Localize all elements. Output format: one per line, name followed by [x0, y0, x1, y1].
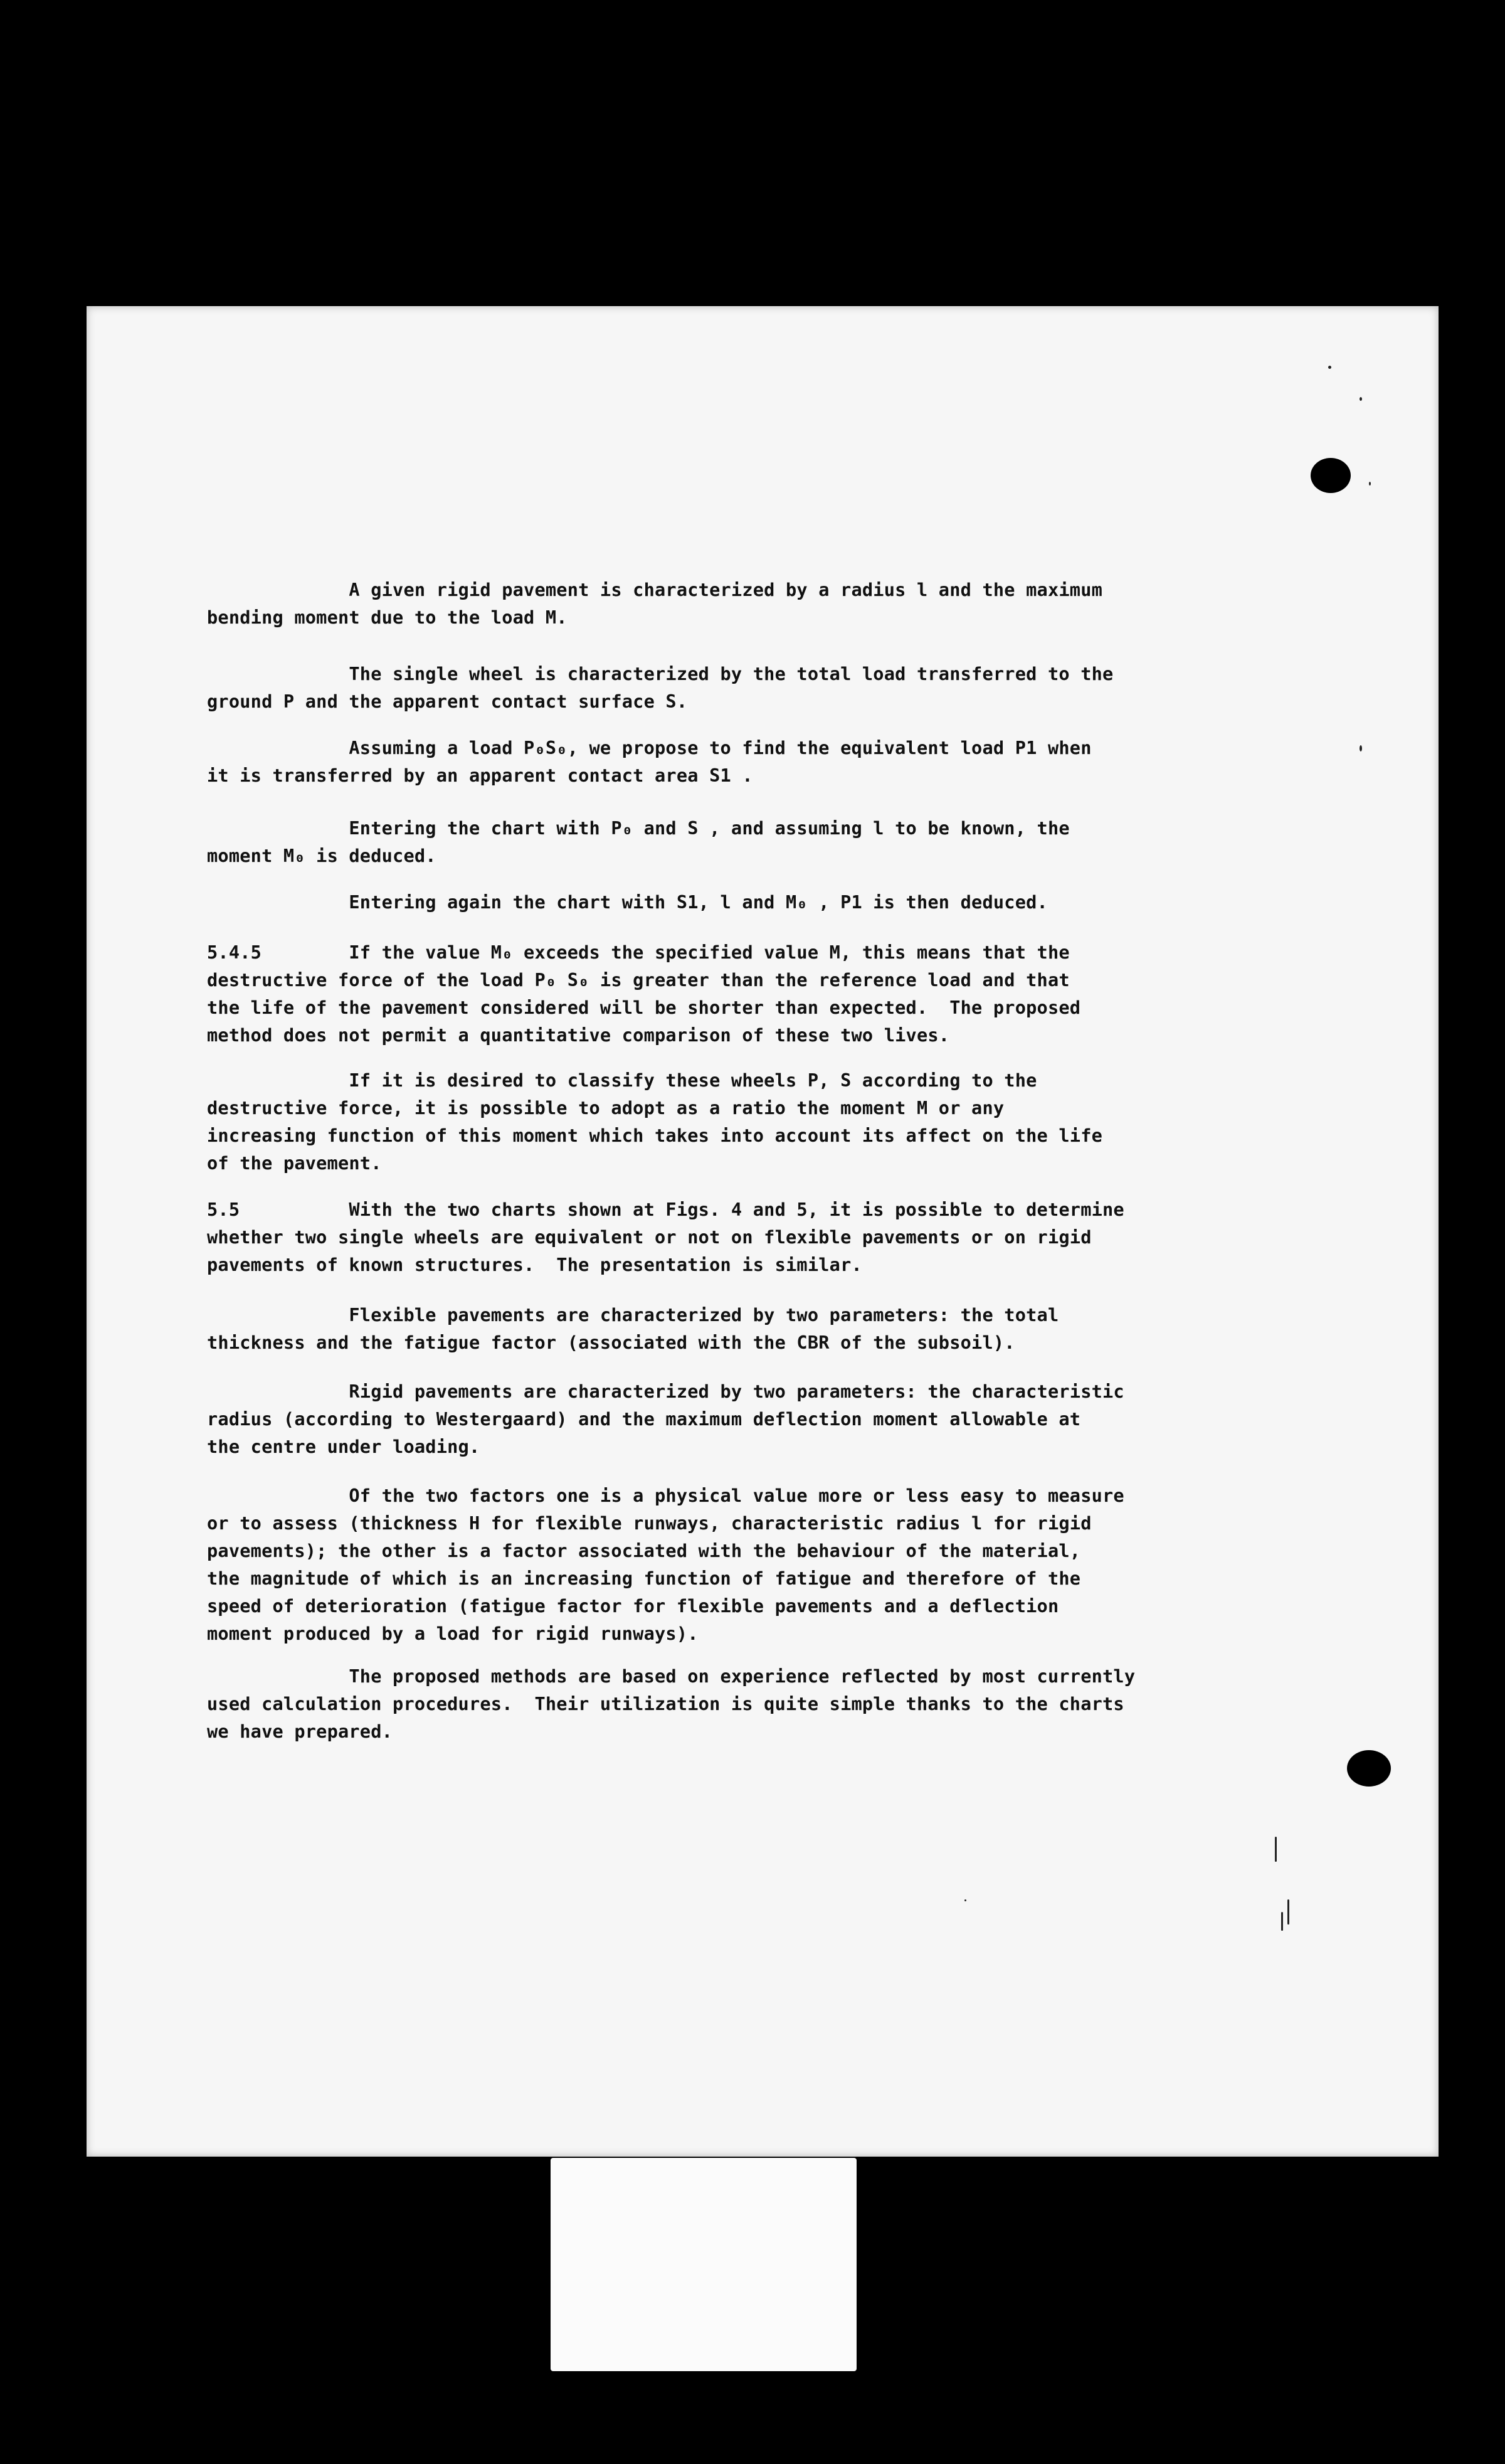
paragraph [207, 1482, 1311, 1647]
text-line: 5.4.5 If the value M₀ exceeds the specified value M, this means that the [207, 942, 1070, 963]
paragraph [207, 660, 1311, 715]
text-line: or to assess (thickness H for flexible runways, characteristic radius l for rigid [207, 1512, 1092, 1534]
text-line: bending moment due to the load M. [207, 607, 568, 628]
paragraph [207, 734, 1311, 789]
text-line: If it is desired to classify these wheels P, S according to the [207, 1070, 1037, 1091]
scan-mark [1369, 482, 1371, 486]
paragraph [207, 1196, 1311, 1278]
scan-mark [1275, 1837, 1277, 1862]
scan-mark [1287, 1899, 1289, 1925]
text-line: speed of deterioration (fatigue factor for flexible pavements and a deflection [207, 1595, 1059, 1617]
text-line: thickness and the fatigue factor (associated with the CBR of the subsoil). [207, 1332, 1015, 1353]
text-line: used calculation procedures. Their utilization is quite simple thanks to the charts [207, 1693, 1124, 1714]
punch-hole [1311, 458, 1351, 493]
text-line: the life of the pavement considered will be shorter than expected. The proposed [207, 997, 1081, 1018]
blank-label [551, 2158, 857, 2371]
text-line: Of the two factors one is a physical value more or less easy to measure [207, 1485, 1124, 1506]
text-line: method does not permit a quantitative comparison of these two lives. [207, 1024, 950, 1046]
paragraph [207, 814, 1311, 869]
scan-mark [1360, 397, 1362, 401]
text-line: it is transferred by an apparent contact area S1 . [207, 765, 753, 786]
text-line: destructive force of the load P₀ S₀ is greater than the reference load and that [207, 969, 1070, 990]
text-line: radius (according to Westergaard) and the maximum deflection moment allowable at [207, 1408, 1081, 1430]
text-line: Flexible pavements are characterized by two parameters: the total [207, 1304, 1059, 1325]
text-line: pavements); the other is a factor associated with the behaviour of the material, [207, 1540, 1081, 1561]
text-line: increasing function of this moment which takes into account its affect on the life [207, 1125, 1103, 1146]
text-line: moment produced by a load for rigid runways). [207, 1623, 699, 1644]
text-line: The single wheel is characterized by the total load transferred to the [207, 663, 1114, 684]
paragraph [207, 1378, 1311, 1460]
scan-mark [1328, 366, 1331, 369]
text-line: A given rigid pavement is characterized by a radius l and the maximum [207, 579, 1103, 600]
paragraph [207, 1662, 1311, 1745]
paragraph [207, 1066, 1311, 1177]
scan-mark [964, 1899, 966, 1901]
text-line: 5.5 With the two charts shown at Figs. 4 and 5, it is possible to determine [207, 1199, 1124, 1220]
text-line: Rigid pavements are characterized by two parameters: the characteristic [207, 1381, 1124, 1402]
text-line: of the pavement. [207, 1152, 382, 1174]
text-line: moment M₀ is deduced. [207, 845, 436, 866]
paragraph [207, 888, 1311, 916]
text-line: destructive force, it is possible to adopt as a ratio the moment M or any [207, 1097, 1005, 1118]
text-line: Entering the chart with P₀ and S , and assuming l to be known, the [207, 817, 1070, 839]
scan-mark [1281, 1912, 1283, 1931]
text-line: the magnitude of which is an increasing function of fatigue and therefore of the [207, 1568, 1081, 1589]
paragraph [207, 576, 1311, 631]
scan-mark [1360, 745, 1362, 751]
text-line: Assuming a load P₀S₀, we propose to find the equivalent load P1 when [207, 737, 1092, 758]
text-line: pavements of known structures. The presentation is similar. [207, 1254, 862, 1275]
punch-hole [1347, 1750, 1391, 1787]
paragraph [207, 938, 1311, 1049]
text-line: Entering again the chart with S1, l and M₀ , P1 is then deduced. [207, 891, 1048, 913]
text-line: ground P and the apparent contact surface S. [207, 691, 688, 712]
text-line: the centre under loading. [207, 1436, 480, 1457]
text-line: whether two single wheels are equivalent or not on flexible pavements or on rigid [207, 1226, 1092, 1248]
paragraph [207, 1301, 1311, 1356]
text-line: The proposed methods are based on experience reflected by most currently [207, 1665, 1136, 1687]
text-line: we have prepared. [207, 1721, 393, 1742]
